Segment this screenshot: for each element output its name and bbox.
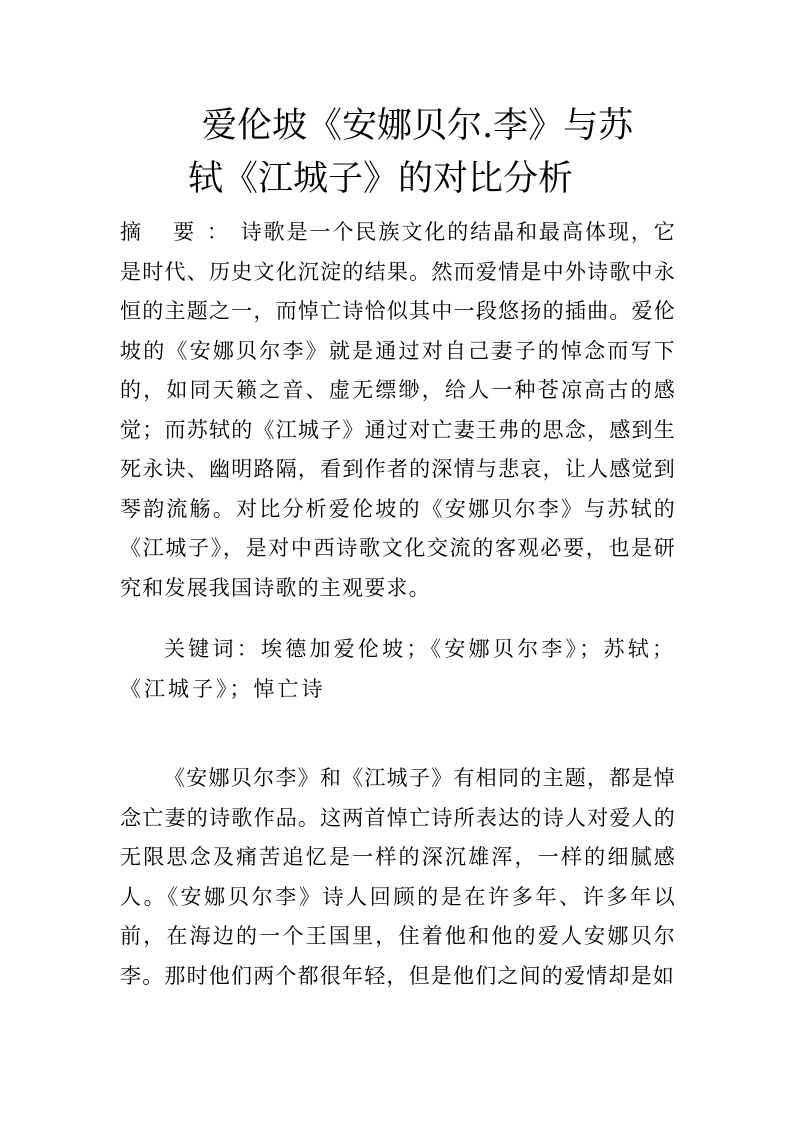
abstract-paragraph	[120, 213, 676, 608]
body-paragraph: 《安娜贝尔李》和《江城子》有相同的主题，都是悼念亡妻的诗歌作品。这两首悼亡诗所表达的诗人对爱人的无限思念及痛苦追忆是一样的深沉雄浑，一样的细腻感人。《安娜贝尔李》诗人回顾的是在许多年、许多年以前，在海边的一个王国里，住着他和他的爱人安娜贝尔李。那时他们两个都很年轻，但是他们之间的爱情却是如	[120, 766, 676, 988]
keywords-line: 关键词：埃德加爱伦坡；《安娜贝尔李》；苏轼；《江城子》；悼亡诗	[120, 637, 676, 701]
abstract-text: 诗歌是一个民族文化的结晶和最高体现，它是时代、历史文化沉淀的结果。然而爱情是中外诗歌中永恒的主题之一，而悼亡诗恰似其中一段悠扬的插曲。爱伦坡的《安娜贝尔李》就是通过对自己妻子的悼念而写下的，如同天籁之音、虚无缥缈，给人一种苍凉高古的感觉；而苏轼的《江城子》通过对亡妻王弗的思念，感到生死永诀、幽明路隔，看到作者的深情与悲哀，让人感觉到琴韵流觞。对比分析爱伦坡的《安娜贝尔李》与苏轼的《江城子》，是对中西诗歌文化交流的客观必要，也是研究和发展我国诗歌的主观要求。	[120, 220, 676, 600]
abstract-label: 摘 要：	[120, 220, 241, 244]
document-title: 爱伦坡《安娜贝尔.李》与苏轼《江城子》的对比分析	[188, 106, 634, 199]
